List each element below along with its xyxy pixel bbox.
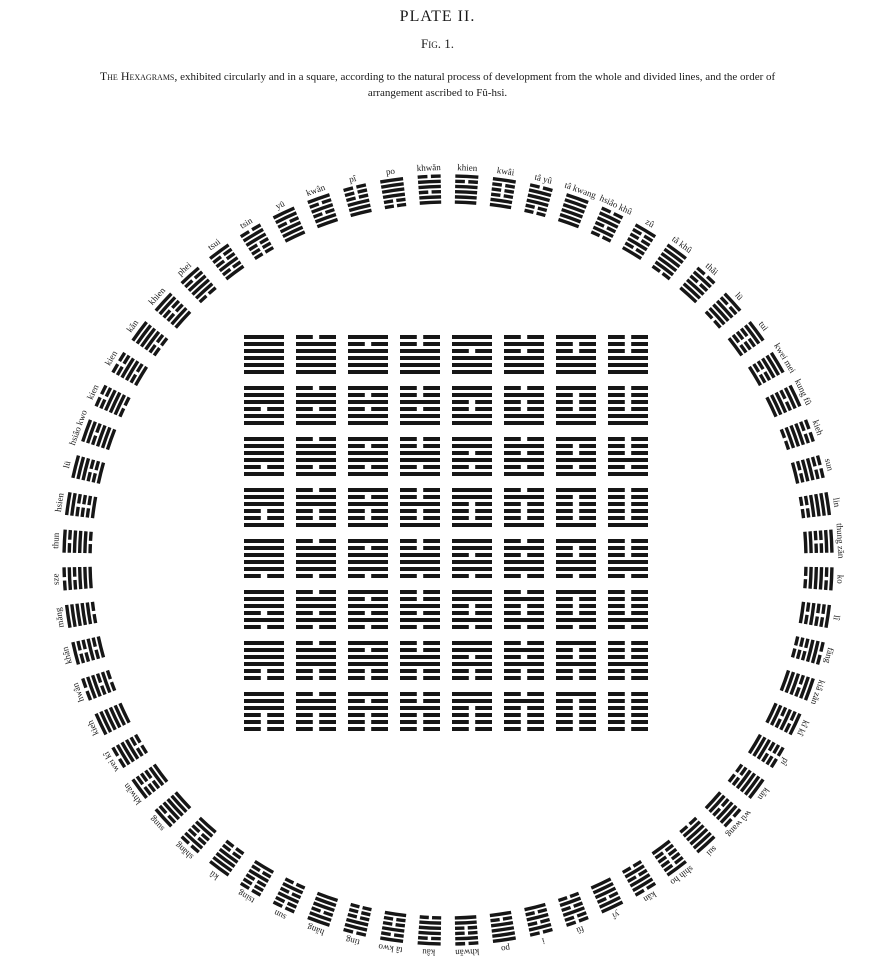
circle-hexagram (113, 735, 147, 767)
hexagram-label: măng (52, 607, 66, 629)
circle-hexagram (96, 385, 129, 416)
circle-hexagram (623, 861, 655, 895)
hexagram-circle (50, 162, 846, 958)
circle-hexagram (490, 179, 516, 208)
hexagram-label: sui (704, 843, 720, 859)
hexagram-label: khien (457, 162, 478, 174)
square-hexagram (452, 335, 492, 374)
circle-hexagram (96, 703, 129, 734)
circle-hexagram (133, 765, 167, 798)
square-hexagram (504, 692, 544, 731)
square-hexagram (608, 386, 648, 425)
circle-hexagram (749, 735, 783, 767)
circle-hexagram (558, 195, 588, 227)
hexagram-label: tâ kwang (563, 179, 598, 201)
hexagram-label: thung zăn (834, 522, 847, 559)
circle-hexagram (623, 225, 655, 259)
hexagram-label: sung (147, 814, 167, 834)
square-hexagram (296, 437, 336, 476)
square-hexagram (556, 437, 596, 476)
circle-hexagram (793, 637, 824, 665)
circle-hexagram (113, 353, 147, 385)
hexagram-label: khwăn (121, 781, 144, 807)
circle-hexagram (729, 765, 763, 798)
square-hexagram (452, 590, 492, 629)
hexagram-label: po (500, 943, 511, 955)
square-hexagram (296, 590, 336, 629)
hexagram-label: khien (146, 285, 168, 307)
circle-hexagram (525, 185, 553, 216)
hexagram-label: hwân (70, 681, 87, 704)
square-hexagram (400, 488, 440, 527)
square-hexagram (296, 539, 336, 578)
square-hexagram (348, 437, 388, 476)
circle-hexagram (73, 637, 104, 665)
hexagram-label: lü (733, 290, 746, 303)
square-hexagram (400, 386, 440, 425)
square-hexagram (296, 641, 336, 680)
square-hexagram (244, 488, 284, 527)
hexagram-label: thâi (703, 260, 721, 278)
caption-lead: The Hexagrams, (99, 69, 178, 83)
hexagram-label: wû wang (724, 808, 754, 840)
hexagram-label: tâ kwo (377, 942, 404, 956)
circle-hexagram (805, 530, 832, 554)
hexagram-label: kien (84, 382, 101, 402)
hexagram-label: kien (102, 348, 120, 368)
hexagram-label: kiâ zăn (808, 678, 828, 707)
hexagram-label: kung fû (792, 377, 814, 407)
hexagram-label: zû (643, 216, 657, 230)
square-hexagram (504, 590, 544, 629)
circle-hexagram (210, 841, 243, 875)
hexagram-label: tsing (235, 888, 257, 906)
square-hexagram (608, 539, 648, 578)
circle-hexagram (273, 208, 304, 241)
hexagram-label: sze (50, 573, 61, 586)
square-hexagram (556, 386, 596, 425)
hexagram-label: tsui (205, 236, 223, 253)
hexagram-label: lî (831, 614, 843, 621)
square-hexagram (608, 692, 648, 731)
circle-hexagram (344, 185, 372, 216)
hexagram-label: sun (272, 908, 288, 923)
circle-hexagram (729, 322, 763, 355)
square-hexagram (504, 488, 544, 527)
square-hexagram (608, 437, 648, 476)
square-hexagram (608, 590, 648, 629)
square-hexagram (348, 335, 388, 374)
square-hexagram (296, 488, 336, 527)
page-title: PLATE II. (399, 8, 476, 25)
hexagram-label: thun (50, 532, 61, 549)
square-hexagram (400, 641, 440, 680)
circle-hexagram (781, 420, 813, 450)
circle-hexagram (455, 917, 479, 944)
hexagram-label: tâ khû (670, 233, 694, 255)
square-hexagram (504, 335, 544, 374)
hexagram-label: khwăn (455, 946, 480, 959)
circle-hexagram (591, 879, 622, 912)
caption-text: exhibited circularly and in a square, according to the natural process of development from the whole and divided lines, and the order of arrangement ascribed to Fû-hsi. (177, 71, 776, 99)
hexagram-label: phei (174, 259, 194, 278)
hexagram-label: hsiâo kwo (67, 408, 89, 447)
square-hexagram (244, 641, 284, 680)
circle-hexagram (767, 703, 800, 734)
square-hexagram (556, 641, 596, 680)
circle-hexagram (133, 322, 167, 355)
hexagram-label: kăn (755, 785, 772, 803)
hexagram-label: kăn (641, 889, 659, 905)
square-hexagram (452, 386, 492, 425)
circle-hexagram (64, 567, 91, 591)
circle-hexagram (805, 567, 832, 591)
square-hexagram (608, 488, 648, 527)
circle-hexagram (73, 456, 104, 484)
square-hexagram (452, 692, 492, 731)
hexagram-label: pî (778, 756, 792, 768)
figure-label: Fig. 1. (421, 36, 454, 51)
hexagram-label: shăng (172, 840, 196, 862)
hexagram-label: kieh (810, 418, 826, 437)
square-hexagram (348, 386, 388, 425)
circle-hexagram (455, 176, 479, 203)
hexagram-label: hăng (305, 922, 326, 938)
square-hexagram (400, 335, 440, 374)
square-hexagram (504, 437, 544, 476)
square-hexagram (348, 641, 388, 680)
hexagram-label: kăn (124, 317, 141, 335)
square-hexagram (452, 539, 492, 578)
hexagram-label: tâ yû (533, 171, 554, 186)
circle-hexagram (67, 492, 96, 518)
hexagram-label: khwăn (416, 161, 441, 174)
hexagram-label: tui (756, 319, 771, 333)
hexagram-label: hsiâo khû (598, 192, 634, 217)
square-hexagram (348, 539, 388, 578)
hexagram-label: hsien (52, 492, 66, 513)
hexagram-label: pî (347, 173, 358, 185)
circle-hexagram (800, 602, 829, 628)
square-hexagram (556, 488, 596, 527)
square-hexagram (296, 692, 336, 731)
square-hexagram (608, 641, 648, 680)
circle-hexagram (273, 879, 304, 912)
circle-hexagram (800, 492, 829, 518)
square-hexagram (400, 539, 440, 578)
circle-hexagram (241, 861, 273, 895)
square-hexagram (556, 590, 596, 629)
circle-hexagram (767, 385, 800, 416)
circle-hexagram (418, 917, 442, 944)
hexagram-label: i (540, 936, 546, 947)
hexagram-label: kâu (422, 947, 436, 958)
circle-hexagram (591, 208, 622, 241)
square-hexagram (348, 692, 388, 731)
hexagram-label: lü (61, 459, 73, 470)
circle-hexagram (67, 602, 96, 628)
square-hexagram (400, 590, 440, 629)
hexagram-label: ko (835, 574, 846, 584)
hexagram-label: fû (575, 924, 586, 936)
hexagram-label: po (385, 165, 396, 177)
hexagram-label: shih ho (668, 863, 696, 888)
square-hexagram (244, 335, 284, 374)
square-hexagram (400, 692, 440, 731)
square-hexagram (556, 539, 596, 578)
square-hexagram (244, 386, 284, 425)
hexagram-label: lin (831, 496, 843, 508)
square-hexagram (452, 641, 492, 680)
hexagram-label: yî (610, 909, 622, 922)
hexagram-label: wei kî (100, 749, 121, 775)
circle-hexagram (653, 245, 686, 279)
hexagram-label: kî kî (795, 718, 812, 738)
hexagram-label: ting (344, 934, 361, 948)
circle-hexagram (380, 912, 406, 941)
circle-hexagram (490, 912, 516, 941)
circle-hexagram (83, 670, 115, 700)
square-hexagram (608, 335, 648, 374)
circle-hexagram (210, 245, 243, 279)
hexagram-label: kwân (304, 182, 327, 199)
hexagram-label: tsin (237, 215, 255, 231)
circle-hexagram (344, 905, 372, 936)
square-hexagram (504, 641, 544, 680)
hexagram-label: yü (273, 198, 287, 212)
circle-hexagram (308, 195, 338, 227)
circle-hexagram (308, 893, 338, 925)
circle-hexagram (653, 841, 686, 875)
square-hexagram (452, 437, 492, 476)
hexagram-label: kieh (84, 718, 101, 738)
square-hexagram (296, 335, 336, 374)
circle-hexagram (83, 420, 115, 450)
hexagram-label: făng (822, 646, 837, 665)
hexagram-label: khân (59, 645, 74, 666)
square-hexagram (244, 692, 284, 731)
hexagram-label: kû (207, 868, 221, 883)
square-hexagram (348, 488, 388, 527)
circle-hexagram (418, 176, 442, 203)
square-hexagram (296, 386, 336, 425)
square-hexagram (244, 539, 284, 578)
square-hexagram (504, 386, 544, 425)
square-hexagram (244, 590, 284, 629)
circle-hexagram (64, 530, 91, 554)
square-hexagram (556, 335, 596, 374)
circle-hexagram (380, 179, 406, 208)
circle-hexagram (793, 456, 824, 484)
circle-hexagram (781, 670, 813, 700)
square-hexagram (556, 692, 596, 731)
square-hexagram (400, 437, 440, 476)
circle-hexagram (558, 893, 588, 925)
square-hexagram (504, 539, 544, 578)
hexagram-label: kwei mei (772, 341, 798, 375)
square-hexagram (348, 590, 388, 629)
hexagram-label: kwâi (496, 165, 516, 178)
circle-hexagram (749, 353, 783, 385)
square-hexagram (452, 488, 492, 527)
circle-hexagram (241, 225, 273, 259)
hexagram-square (244, 335, 648, 731)
circle-hexagram (525, 905, 553, 936)
hexagram-label: sun (822, 457, 836, 472)
square-hexagram (244, 437, 284, 476)
